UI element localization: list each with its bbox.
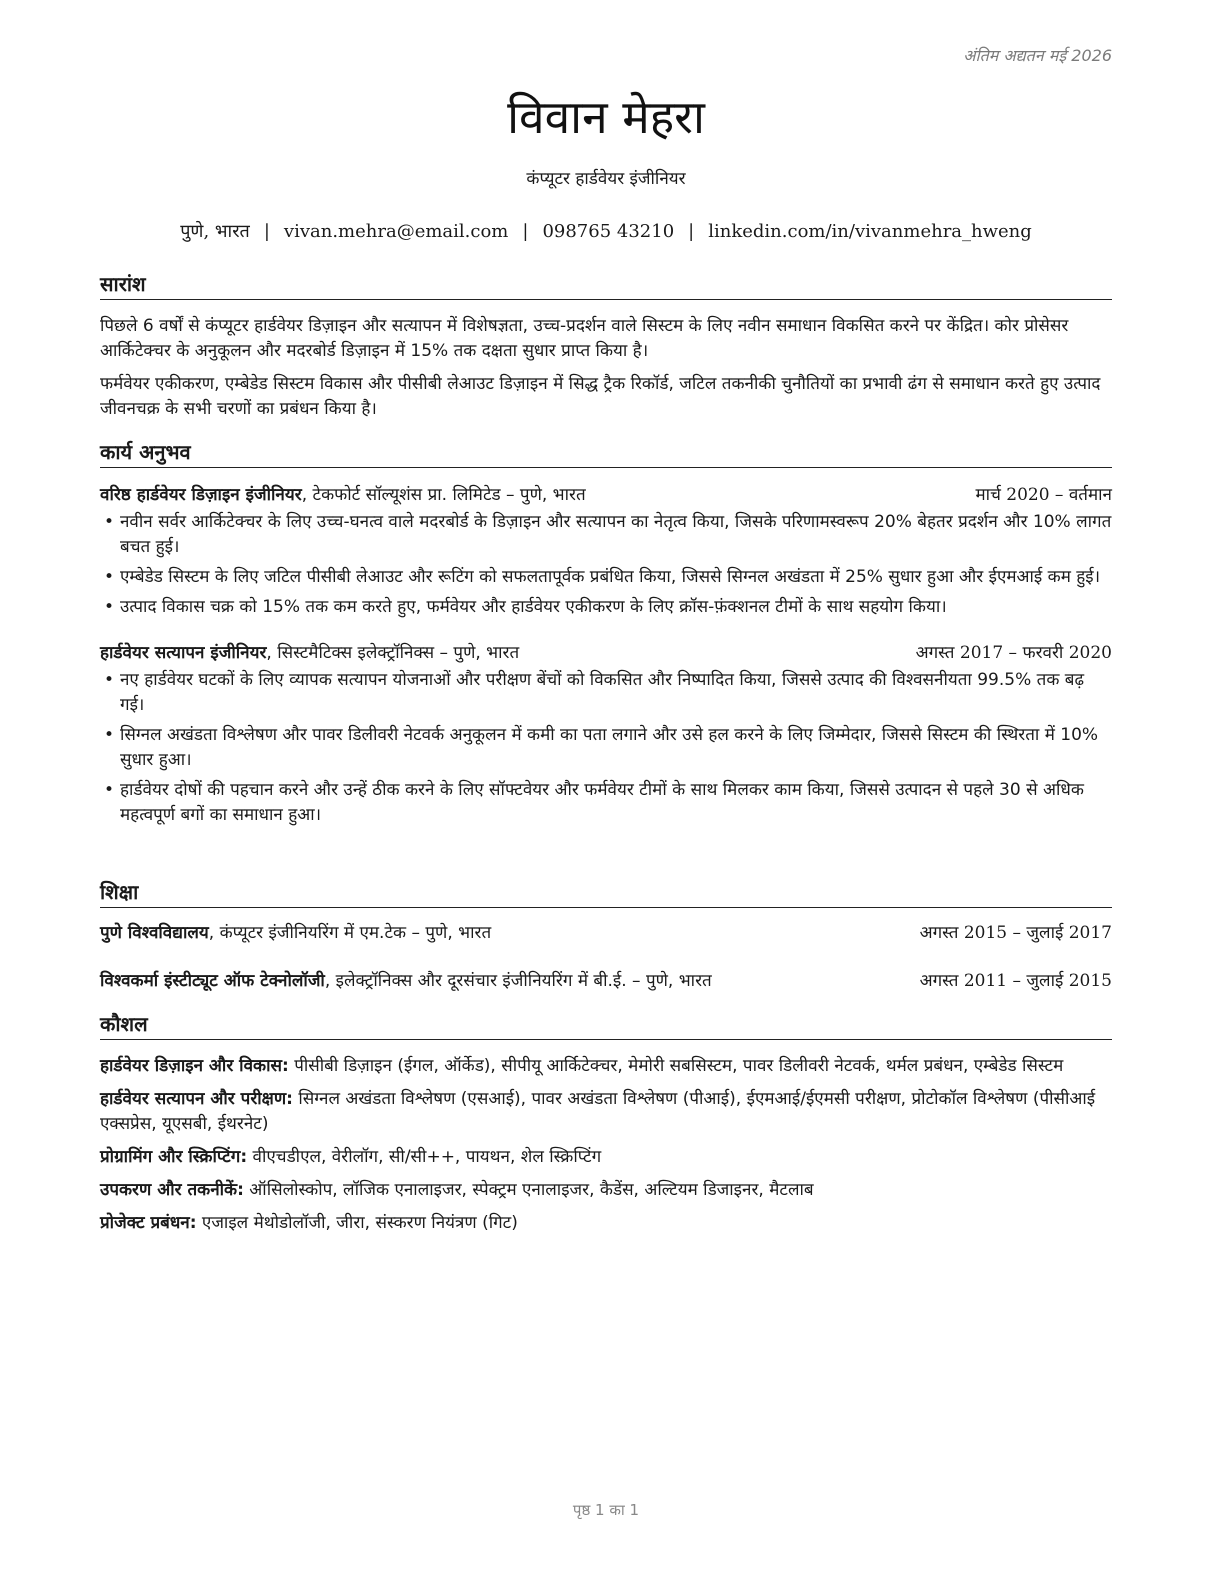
skill-label: प्रोग्रामिंग और स्क्रिप्टिंग: — [100, 1147, 248, 1167]
skill-value: वीएचडीएल, वेरीलॉग, सी/सी++, पायथन, शेल स्क्रिप्टिंग — [247, 1147, 602, 1167]
education-dates: अगस्त 2011 – जुलाई 2015 — [919, 971, 1112, 991]
list-item: • एम्बेडेड सिस्टम के लिए जटिल पीसीबी लेआउट और रूटिंग को सफलतापूर्वक प्रबंधित किया, जिससे सिग्नल अखंडता में 25% सुधार हुआ और ईएमआई कम हुई। — [100, 565, 1112, 590]
job-bullets — [100, 510, 1112, 620]
bullet-icon: • — [104, 780, 115, 800]
experience-section — [100, 438, 1112, 833]
bullet-icon: • — [104, 670, 115, 690]
job-org: , सिस्टमैटिक्स इलेक्ट्रॉनिक्स – पुणे, भारत — [266, 643, 520, 663]
resume-page — [100, 0, 1112, 1584]
job-org: , टेकफोर्ट सॉल्यूशंस प्रा. लिमिटेड – पुणे, भारत — [301, 485, 586, 505]
degree-detail: , इलेक्ट्रॉनिक्स और दूरसंचार इंजीनियरिंग में बी.ई. – पुणे, भारत — [324, 971, 712, 991]
job-entry — [100, 482, 1112, 620]
candidate-name: विवान मेहरा — [507, 90, 705, 144]
education-entry — [100, 968, 1112, 994]
skill-label: हार्डवेयर सत्यापन और परीक्षण: — [100, 1089, 293, 1109]
job-header — [100, 640, 1112, 666]
list-item: • नवीन सर्वर आर्किटेक्चर के लिए उच्च-घनत्व वाले मदरबोर्ड के डिज़ाइन और सत्यापन का नेतृत्व किया, जिसके परिणामस्वरूप 20% बेहतर प्रदर्शन और 10% लागत बचत हुई। — [104, 512, 1112, 557]
job-dates: मार्च 2020 – वर्तमान — [975, 485, 1112, 505]
education-section — [100, 878, 1112, 994]
section-heading-skills: कौशल — [100, 1010, 1112, 1040]
school-name: पुणे विश्वविद्यालय — [100, 923, 209, 943]
degree-detail: , कंप्यूटर इंजीनियरिंग में एम.टेक – पुणे, भारत — [208, 923, 492, 943]
contact-email[interactable]: vivan.mehra@email.com — [283, 221, 509, 242]
contact-separator: | — [522, 221, 529, 242]
job-dates: अगस्त 2017 – फरवरी 2020 — [915, 643, 1112, 663]
skill-value: पीसीबी डिज़ाइन (ईगल, ऑर्केड), सीपीयू आर्किटेक्चर, मेमोरी सबसिस्टम, पावर डिलीवरी नेटवर्क, थर्मल प्रबंधन, एम्बेडेड सिस्टम — [288, 1056, 1064, 1076]
skill-row — [100, 1054, 1112, 1079]
skill-value: सिग्नल अखंडता विश्लेषण (एसआई), पावर अखंडता विश्लेषण (पीआई), ईएमआई/ईएमसी परीक्षण, प्रोटोकॉल विश्लेषण (पीसीआई एक्सप्रेस, यूएसबी, ईथरनेट) — [100, 1089, 1096, 1134]
education-dates: अगस्त 2015 – जुलाई 2017 — [919, 923, 1112, 943]
contact-separator: | — [263, 221, 270, 242]
contact-line — [100, 218, 1112, 246]
summary-paragraph: पिछले 6 वर्षों से कंप्यूटर हार्डवेयर डिज़ाइन और सत्यापन में विशेषज्ञता, उच्च-प्रदर्शन वाले सिस्टम के लिए नवीन समाधान विकसित करने पर केंद्रित। कोर प्रोसेसर आर्किटेक्चर के अनुकूलन और मदरबोर्ड डिज़ाइन में 15% तक दक्षता सुधार प्राप्त किया है। — [100, 316, 1069, 361]
contact-location: पुणे, भारत — [180, 221, 250, 242]
summary-section — [100, 270, 1112, 422]
skill-value: ऑसिलोस्कोप, लॉजिक एनालाइजर, स्पेक्ट्रम एनालाइजर, कैडेंस, अल्टियम डिजाइनर, मैटलाब — [243, 1180, 814, 1200]
skills-section — [100, 1010, 1112, 1244]
skill-label: उपकरण और तकनीकें: — [100, 1180, 244, 1200]
contact-linkedin[interactable]: linkedin.com/in/vivanmehra_hweng — [708, 221, 1032, 242]
job-entry — [100, 640, 1112, 828]
list-item: • हार्डवेयर दोषों की पहचान करने और उन्हें ठीक करने के लिए सॉफ्टवेयर और फर्मवेयर टीमों के साथ मिलकर काम किया, जिससे उत्पादन से पहले 30 से अधिक महत्वपूर्ण बगों का समाधान हुआ। — [104, 780, 1084, 825]
skill-value: एजाइल मेथोडोलॉजी, जीरा, संस्करण नियंत्रण (गिट) — [196, 1213, 518, 1233]
job-bullets — [100, 668, 1112, 828]
summary-paragraph: फर्मवेयर एकीकरण, एम्बेडेड सिस्टम विकास और पीसीबी लेआउट डिज़ाइन में सिद्ध ट्रैक रिकॉर्ड, जटिल तकनीकी चुनौतियों का प्रभावी ढंग से समाधान करते हुए उत्पाद जीवनचक्र के सभी चरणों का प्रबंधन किया है। — [100, 374, 1101, 419]
bullet-icon: • — [104, 597, 115, 617]
job-header — [100, 482, 1112, 508]
education-entry — [100, 920, 1112, 946]
bullet-icon: • — [104, 567, 115, 587]
job-role: वरिष्ठ हार्डवेयर डिज़ाइन इंजीनियर — [100, 485, 302, 505]
skill-label: हार्डवेयर डिज़ाइन और विकास: — [100, 1056, 289, 1076]
section-heading-experience: कार्य अनुभव — [100, 438, 1112, 468]
skill-row — [100, 1145, 1112, 1170]
list-item: • उत्पाद विकास चक्र को 15% तक कम करते हुए, फर्मवेयर और हार्डवेयर एकीकरण के लिए क्रॉस-फ़ंक्शनल टीमों के साथ सहयोग किया। — [100, 595, 1112, 620]
section-heading-education: शिक्षा — [100, 878, 1112, 908]
candidate-title: कंप्यूटर हार्डवेयर इंजीनियर — [526, 169, 686, 189]
section-heading-summary: सारांश — [100, 270, 1112, 300]
skills-list — [100, 1054, 1112, 1236]
last-updated: अंतिम अद्यतन मई 2026 — [963, 46, 1112, 65]
bullet-icon: • — [104, 512, 115, 532]
school-name: विश्वकर्मा इंस्टीट्यूट ऑफ टेक्नोलॉजी — [100, 971, 325, 991]
list-item: • सिग्नल अखंडता विश्लेषण और पावर डिलीवरी नेटवर्क अनुकूलन में कमी का पता लगाने और उसे हल करने के लिए जिम्मेदार, जिससे सिस्टम की स्थिरता में 10% सुधार हुआ। — [104, 725, 1099, 770]
page-number: पृष्ठ 1 का 1 — [572, 1501, 640, 1519]
bullet-icon: • — [104, 725, 115, 745]
contact-separator: | — [688, 221, 695, 242]
skill-row — [100, 1211, 1112, 1236]
skill-row — [100, 1178, 1112, 1203]
job-role: हार्डवेयर सत्यापन इंजीनियर — [100, 643, 267, 663]
skill-row — [100, 1087, 1112, 1137]
list-item: • नए हार्डवेयर घटकों के लिए व्यापक सत्यापन योजनाओं और परीक्षण बेंचों को विकसित और निष्पादित किया, जिससे उत्पाद की विश्वसनीयता 99.5% तक बढ़ गई। — [104, 670, 1085, 715]
contact-phone: 098765 43210 — [542, 221, 675, 242]
skill-label: प्रोजेक्ट प्रबंधन: — [100, 1213, 197, 1233]
